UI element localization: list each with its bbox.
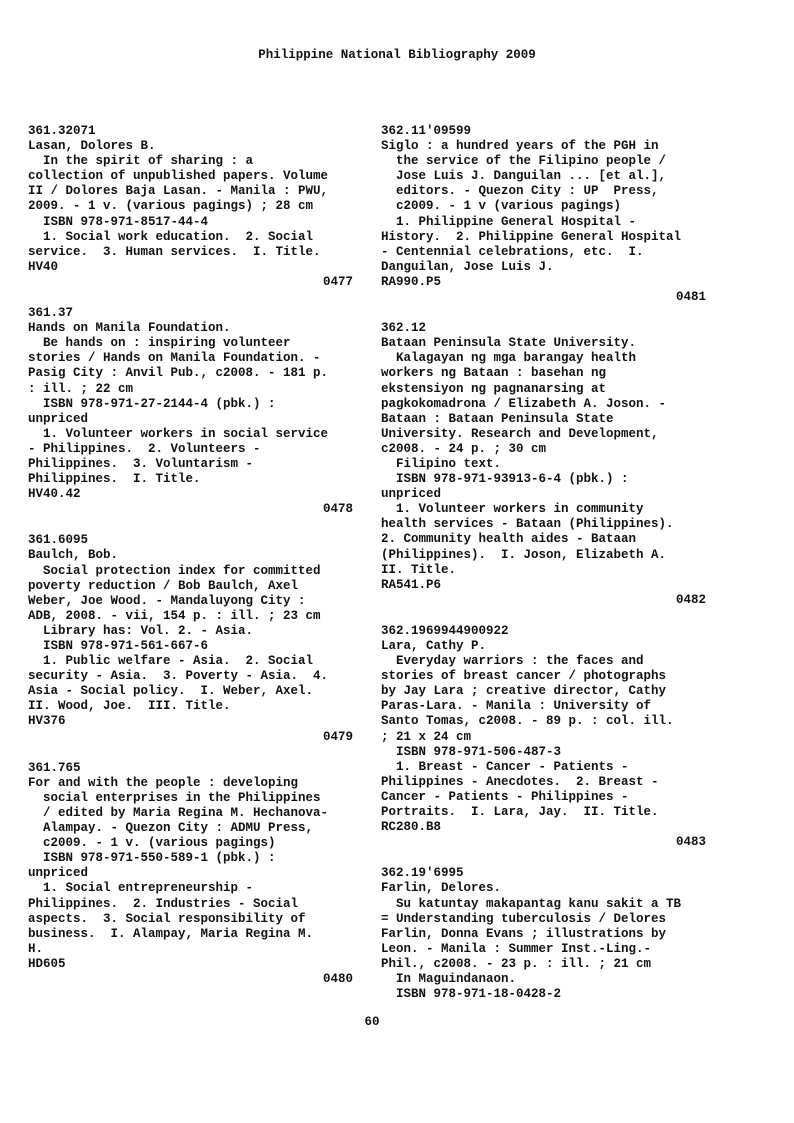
bibliography-entry	[28, 761, 353, 987]
call-number: 361.32071	[28, 124, 96, 138]
entry-line: Santo Tomas, c2008. - 89 p. : col. ill.	[381, 714, 674, 729]
entry-line: workers ng Bataan : basehan ng	[381, 366, 607, 381]
entry-line: Baulch, Bob.	[28, 548, 119, 563]
right-column	[381, 124, 706, 1018]
entry-line: In Maguindanaon.	[381, 971, 517, 986]
entry-line: collection of unpublished papers. Volume	[28, 169, 329, 184]
entry-line: / edited by Maria Regina M. Hechanova-	[28, 805, 329, 820]
entry-line: poverty reduction / Bob Baulch, Axel	[28, 578, 299, 593]
entry-line: II / Dolores Baja Lasan. - Manila : PWU,	[28, 184, 329, 199]
entry-line: Alampay. - Quezon City : ADMU Press,	[28, 821, 314, 836]
entry-line: ; 21 x 24 cm	[381, 729, 472, 744]
entry-line: Philippines. 3. Voluntarism -	[28, 456, 254, 471]
entry-line: Filipino text.	[381, 456, 502, 471]
entry-line: Bataan : Bataan Peninsula State	[381, 411, 614, 426]
entry-line: Farlin, Donna Evans ; illustrations by	[381, 926, 667, 941]
entry-line: ISBN 978-971-27-2144-4 (pbk.) :	[28, 396, 276, 411]
entry-line: Philippines - Anecdotes. 2. Breast -	[381, 774, 659, 789]
entry-line: HD605	[28, 956, 66, 971]
entry-line: Paras-Lara. - Manila : University of	[381, 699, 652, 714]
entry-number: 0481	[675, 290, 706, 305]
entry-line: 2. Community health aides - Bataan	[381, 532, 637, 547]
entry-line: social enterprises in the Philippines	[28, 790, 321, 805]
entry-line: ADB, 2008. - vii, 154 p. : ill. ; 23 cm	[28, 608, 321, 623]
entry-number: 0480	[322, 971, 353, 986]
entry-line: HV40.42	[28, 487, 81, 502]
entry-line: 1. Volunteer workers in community	[381, 502, 644, 517]
entry-line: - Centennial celebrations, etc. I.	[381, 244, 644, 259]
entry-line: Philippines. 2. Industries - Social	[28, 896, 299, 911]
left-column	[28, 124, 353, 1003]
entry-line: ISBN 978-971-561-667-6	[28, 639, 209, 653]
entry-line: ISBN 978-971-8517-44-4	[28, 214, 209, 229]
entry-line: : ill. ; 22 cm	[28, 381, 134, 396]
entry-line: Portraits. I. Lara, Jay. II. Title.	[381, 805, 659, 820]
bibliography-entry	[381, 321, 706, 608]
entry-line: c2009. - 1 v. (various pagings)	[28, 836, 276, 851]
entry-line: pagkokomadrona / Elizabeth A. Joson. -	[381, 396, 667, 411]
entry-line: aspects. 3. Social responsibility of	[28, 911, 306, 926]
entry-line: Siglo : a hundred years of the PGH in	[381, 139, 659, 154]
entry-line: HV40	[28, 259, 59, 274]
entry-line: = Understanding tuberculosis / Delores	[381, 911, 667, 926]
page-number: 60	[364, 1015, 380, 1029]
entry-line: Lasan, Dolores B.	[28, 139, 156, 154]
entry-number: 0477	[322, 274, 353, 289]
entry-line: ISBN 978-971-93913-6-4 (pbk.) :	[381, 472, 629, 487]
entry-number: 0483	[675, 835, 706, 850]
bibliography-entry	[381, 124, 706, 305]
entry-line: Su katuntay makapantag kanu sakit a TB	[381, 896, 682, 911]
call-number: 361.765	[28, 760, 81, 775]
entry-line: 1. Public welfare - Asia. 2. Social	[28, 654, 314, 669]
bibliography-entry	[28, 306, 353, 517]
entry-line: RA990.P5	[381, 274, 442, 289]
entry-line: 1. Volunteer workers in social service	[28, 426, 329, 441]
call-number: 361.37	[28, 306, 74, 321]
bibliography-entry	[381, 866, 706, 1002]
entry-line: Hands on Manila Foundation.	[28, 321, 231, 336]
bibliography-entry	[28, 124, 353, 290]
entry-line: Farlin, Delores.	[381, 881, 502, 896]
entry-line: Leon. - Manila : Summer Inst.-Ling.-	[381, 941, 652, 956]
entry-line: 1. Social entrepreneurship -	[28, 881, 254, 896]
entry-line: ISBN 978-971-550-589-1 (pbk.) :	[28, 851, 276, 866]
entry-line: For and with the people : developing	[28, 775, 299, 790]
entry-line: editors. - Quezon City : UP Press,	[381, 184, 659, 199]
entry-line: unpriced	[28, 411, 89, 426]
entry-line: Asia - Social policy. I. Weber, Axel.	[28, 684, 314, 699]
entry-line: ISBN 978-971-18-0428-2	[381, 987, 562, 1002]
entry-line: ISBN 978-971-506-487-3	[381, 744, 562, 759]
entry-line: RA541.P6	[381, 577, 442, 592]
page-header: Philippine National Bibliography 2009	[258, 48, 536, 62]
call-number: 361.6095	[28, 533, 89, 548]
entry-number: 0479	[322, 729, 353, 744]
entry-line: 1. Social work education. 2. Social	[28, 229, 314, 244]
entry-number: 0478	[322, 502, 353, 517]
entry-line: health services - Bataan (Philippines).	[381, 517, 674, 532]
entry-line: Social protection index for committed	[28, 563, 321, 578]
entry-line: Phil., c2008. - 23 p. : ill. ; 21 cm	[381, 956, 652, 971]
entry-line: Library has: Vol. 2. - Asia.	[28, 623, 254, 638]
entry-line: II. Wood, Joe. III. Title.	[28, 699, 231, 714]
entry-line: c2008. - 24 p. ; 30 cm	[381, 441, 547, 456]
entry-line: Kalagayan ng mga barangay health	[381, 351, 637, 366]
entry-line: Jose Luis J. Danguilan ... [et al.],	[381, 169, 667, 184]
entry-line: H.	[28, 941, 44, 956]
entry-line: Philippines. I. Title.	[28, 472, 201, 487]
bibliography-entry	[381, 624, 706, 850]
entry-line: (Philippines). I. Joson, Elizabeth A.	[381, 547, 667, 562]
entry-line: In the spirit of sharing : a	[28, 154, 254, 169]
entry-line: 2009. - 1 v. (various pagings) ; 28 cm	[28, 199, 314, 214]
entry-line: stories of breast cancer / photographs	[381, 669, 667, 684]
entry-line: stories / Hands on Manila Foundation. -	[28, 351, 321, 366]
entry-line: History. 2. Philippine General Hospital	[381, 229, 682, 244]
entry-line: service. 3. Human services. I. Title.	[28, 244, 321, 259]
entry-line: the service of the Filipino people /	[381, 154, 667, 169]
entry-line: Bataan Peninsula State University.	[381, 336, 637, 351]
entry-number: 0482	[675, 592, 706, 607]
entry-line: Everyday warriors : the faces and	[381, 654, 644, 669]
entry-line: business. I. Alampay, Maria Regina M.	[28, 926, 314, 941]
call-number: 362.1969944900922	[381, 623, 509, 638]
entry-line: Pasig City : Anvil Pub., c2008. - 181 p.	[28, 366, 329, 381]
entry-line: Cancer - Patients - Philippines -	[381, 789, 629, 804]
entry-line: RC280.B8	[381, 820, 442, 835]
entry-line: 1. Breast - Cancer - Patients -	[381, 759, 629, 774]
call-number: 362.11'09599	[381, 124, 472, 138]
entry-line: unpriced	[28, 866, 89, 881]
entry-line: security - Asia. 3. Poverty - Asia. 4.	[28, 669, 329, 684]
entry-line: HV376	[28, 714, 66, 729]
call-number: 362.12	[381, 321, 427, 336]
entry-line: - Philippines. 2. Volunteers -	[28, 441, 261, 456]
bibliography-entry	[28, 533, 353, 744]
call-number: 362.19'6995	[381, 866, 464, 881]
entry-line: Danguilan, Jose Luis J.	[381, 259, 554, 274]
entry-line: ekstensiyon ng pagnanarsing at	[381, 381, 607, 396]
entry-line: Lara, Cathy P.	[381, 639, 487, 653]
entry-line: Be hands on : inspiring volunteer	[28, 336, 291, 351]
entry-line: Weber, Joe Wood. - Mandaluyong City :	[28, 593, 306, 608]
entry-line: unpriced	[381, 487, 442, 502]
entry-line: by Jay Lara ; creative director, Cathy	[381, 684, 667, 699]
entry-line: c2009. - 1 v (various pagings)	[381, 199, 622, 214]
entry-line: 1. Philippine General Hospital -	[381, 214, 637, 229]
entry-line: II. Title.	[381, 562, 457, 577]
entry-line: University. Research and Development,	[381, 426, 659, 441]
